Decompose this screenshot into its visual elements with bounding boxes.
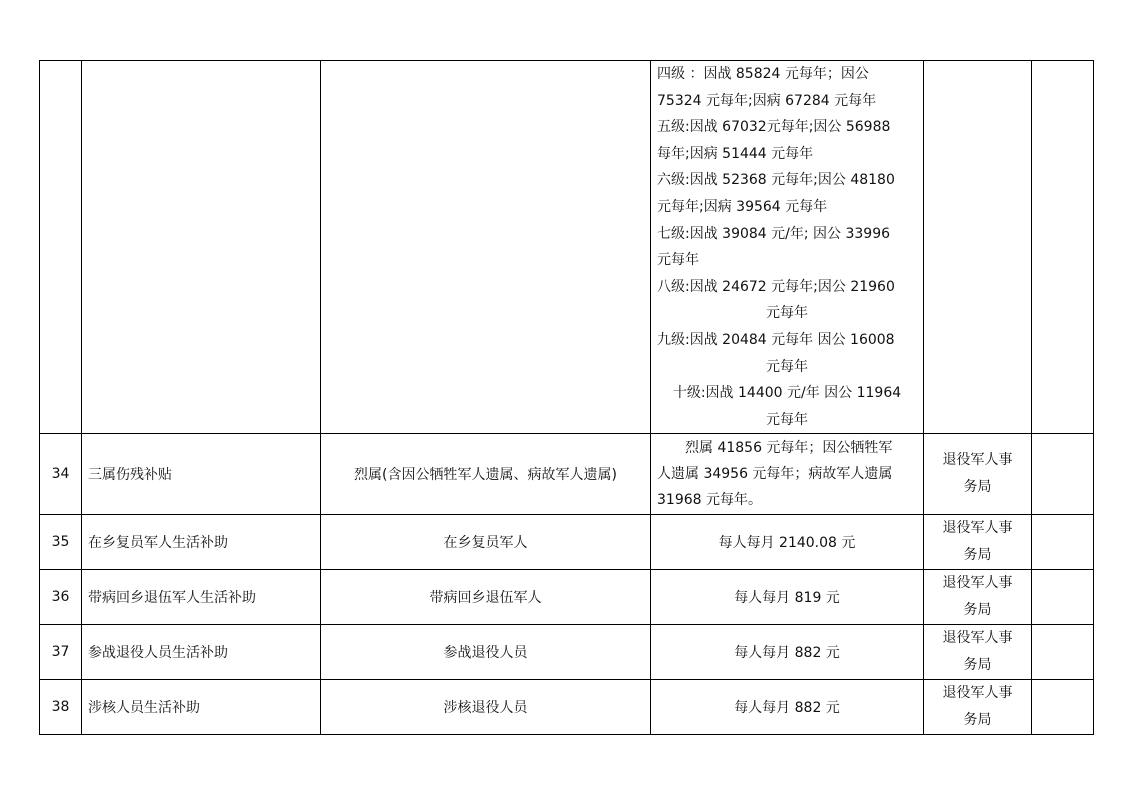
cell-standard: 每人每月 882 元 — [651, 680, 924, 735]
standard-line: 元每年 — [766, 305, 808, 322]
cell-item: 在乡复员军人生活补助 — [82, 515, 321, 570]
cell-dept — [924, 61, 1032, 434]
cell-standard: 每人每月 882 元 — [651, 625, 924, 680]
cell-note — [1032, 625, 1094, 680]
table-row — [40, 625, 1094, 680]
standard-line: 四级 ：因战 85824 元每年；因公 — [657, 66, 869, 82]
cell-no: 35 — [40, 515, 82, 570]
standard-line: 五级:因战 67032元每年;因公 56988 — [657, 119, 891, 136]
standard-line: 31968 元每年。 — [657, 492, 762, 509]
standard-line: 每年;因病 51444 元每年 — [657, 145, 814, 162]
standard-line: 元每年 — [657, 252, 699, 269]
dept-line: 务局 — [963, 479, 992, 496]
cell-target: 参战退役人员 — [321, 625, 651, 680]
cell-target: 涉核退役人员 — [321, 680, 651, 735]
standard-line: 十级:因战 14400 元/年 因公 11964 — [672, 385, 902, 402]
table-row-continuation — [40, 61, 1094, 434]
dept-line: 退役军人事 — [942, 630, 1013, 647]
table-row — [40, 680, 1094, 735]
standard-line: 六级:因战 52368 元每年;因公 48180 — [657, 172, 895, 189]
cell-note — [1032, 61, 1094, 434]
standard-line: 75324 元每年;因病 67284 元每年 — [657, 92, 877, 109]
cell-note — [1032, 570, 1094, 625]
standard-line: 九级:因战 20484 元每年 因公 16008 — [657, 331, 895, 348]
cell-dept — [924, 680, 1032, 735]
cell-dept — [924, 434, 1032, 515]
table-row — [40, 515, 1094, 570]
dept-line: 退役军人事 — [942, 685, 1013, 702]
standard-line: 七级:因战 39084 元/年; 因公 33996 — [657, 225, 891, 242]
cell-standard — [651, 434, 924, 515]
table-row — [40, 570, 1094, 625]
cell-no: 34 — [40, 434, 82, 515]
cell-dept — [924, 625, 1032, 680]
standard-line: 元每年 — [766, 411, 808, 428]
cell-no: 37 — [40, 625, 82, 680]
cell-no: 38 — [40, 680, 82, 735]
cell-item: 参战退役人员生活补助 — [82, 625, 321, 680]
cell-standard: 每人每月 819 元 — [651, 570, 924, 625]
dept-line: 务局 — [963, 712, 992, 729]
dept-line: 务局 — [963, 547, 992, 564]
cell-no — [40, 61, 82, 434]
cell-standard: 每人每月 2140.08 元 — [651, 515, 924, 570]
standard-line: 烈属 41856 元每年；因公牺牲军 — [685, 440, 893, 457]
cell-item: 带病回乡退伍军人生活补助 — [82, 570, 321, 625]
cell-item — [82, 61, 321, 434]
cell-item: 涉核人员生活补助 — [82, 680, 321, 735]
dept-line: 退役军人事 — [942, 520, 1013, 537]
table-row — [40, 434, 1094, 515]
subsidy-table — [39, 60, 1094, 735]
cell-note — [1032, 434, 1094, 515]
cell-dept — [924, 570, 1032, 625]
cell-item: 三属伤残补贴 — [82, 434, 321, 515]
standard-line: 八级:因战 24672 元每年;因公 21960 — [657, 278, 895, 295]
cell-dept — [924, 515, 1032, 570]
cell-target — [321, 61, 651, 434]
cell-target: 在乡复员军人 — [321, 515, 651, 570]
dept-line: 务局 — [963, 657, 992, 674]
dept-line: 退役军人事 — [942, 575, 1013, 592]
cell-standard — [651, 61, 924, 434]
standard-line: 人遗属 34956 元每年；病故军人遗属 — [657, 466, 893, 483]
dept-line: 务局 — [963, 602, 992, 619]
cell-target: 烈属(含因公牺牲军人遗属、病故军人遗属) — [321, 434, 651, 515]
standard-line: 元每年 — [766, 358, 808, 375]
cell-target: 带病回乡退伍军人 — [321, 570, 651, 625]
cell-no: 36 — [40, 570, 82, 625]
standard-line: 元每年;因病 39564 元每年 — [657, 198, 828, 215]
cell-note — [1032, 515, 1094, 570]
cell-note — [1032, 680, 1094, 735]
dept-line: 退役军人事 — [942, 452, 1013, 469]
